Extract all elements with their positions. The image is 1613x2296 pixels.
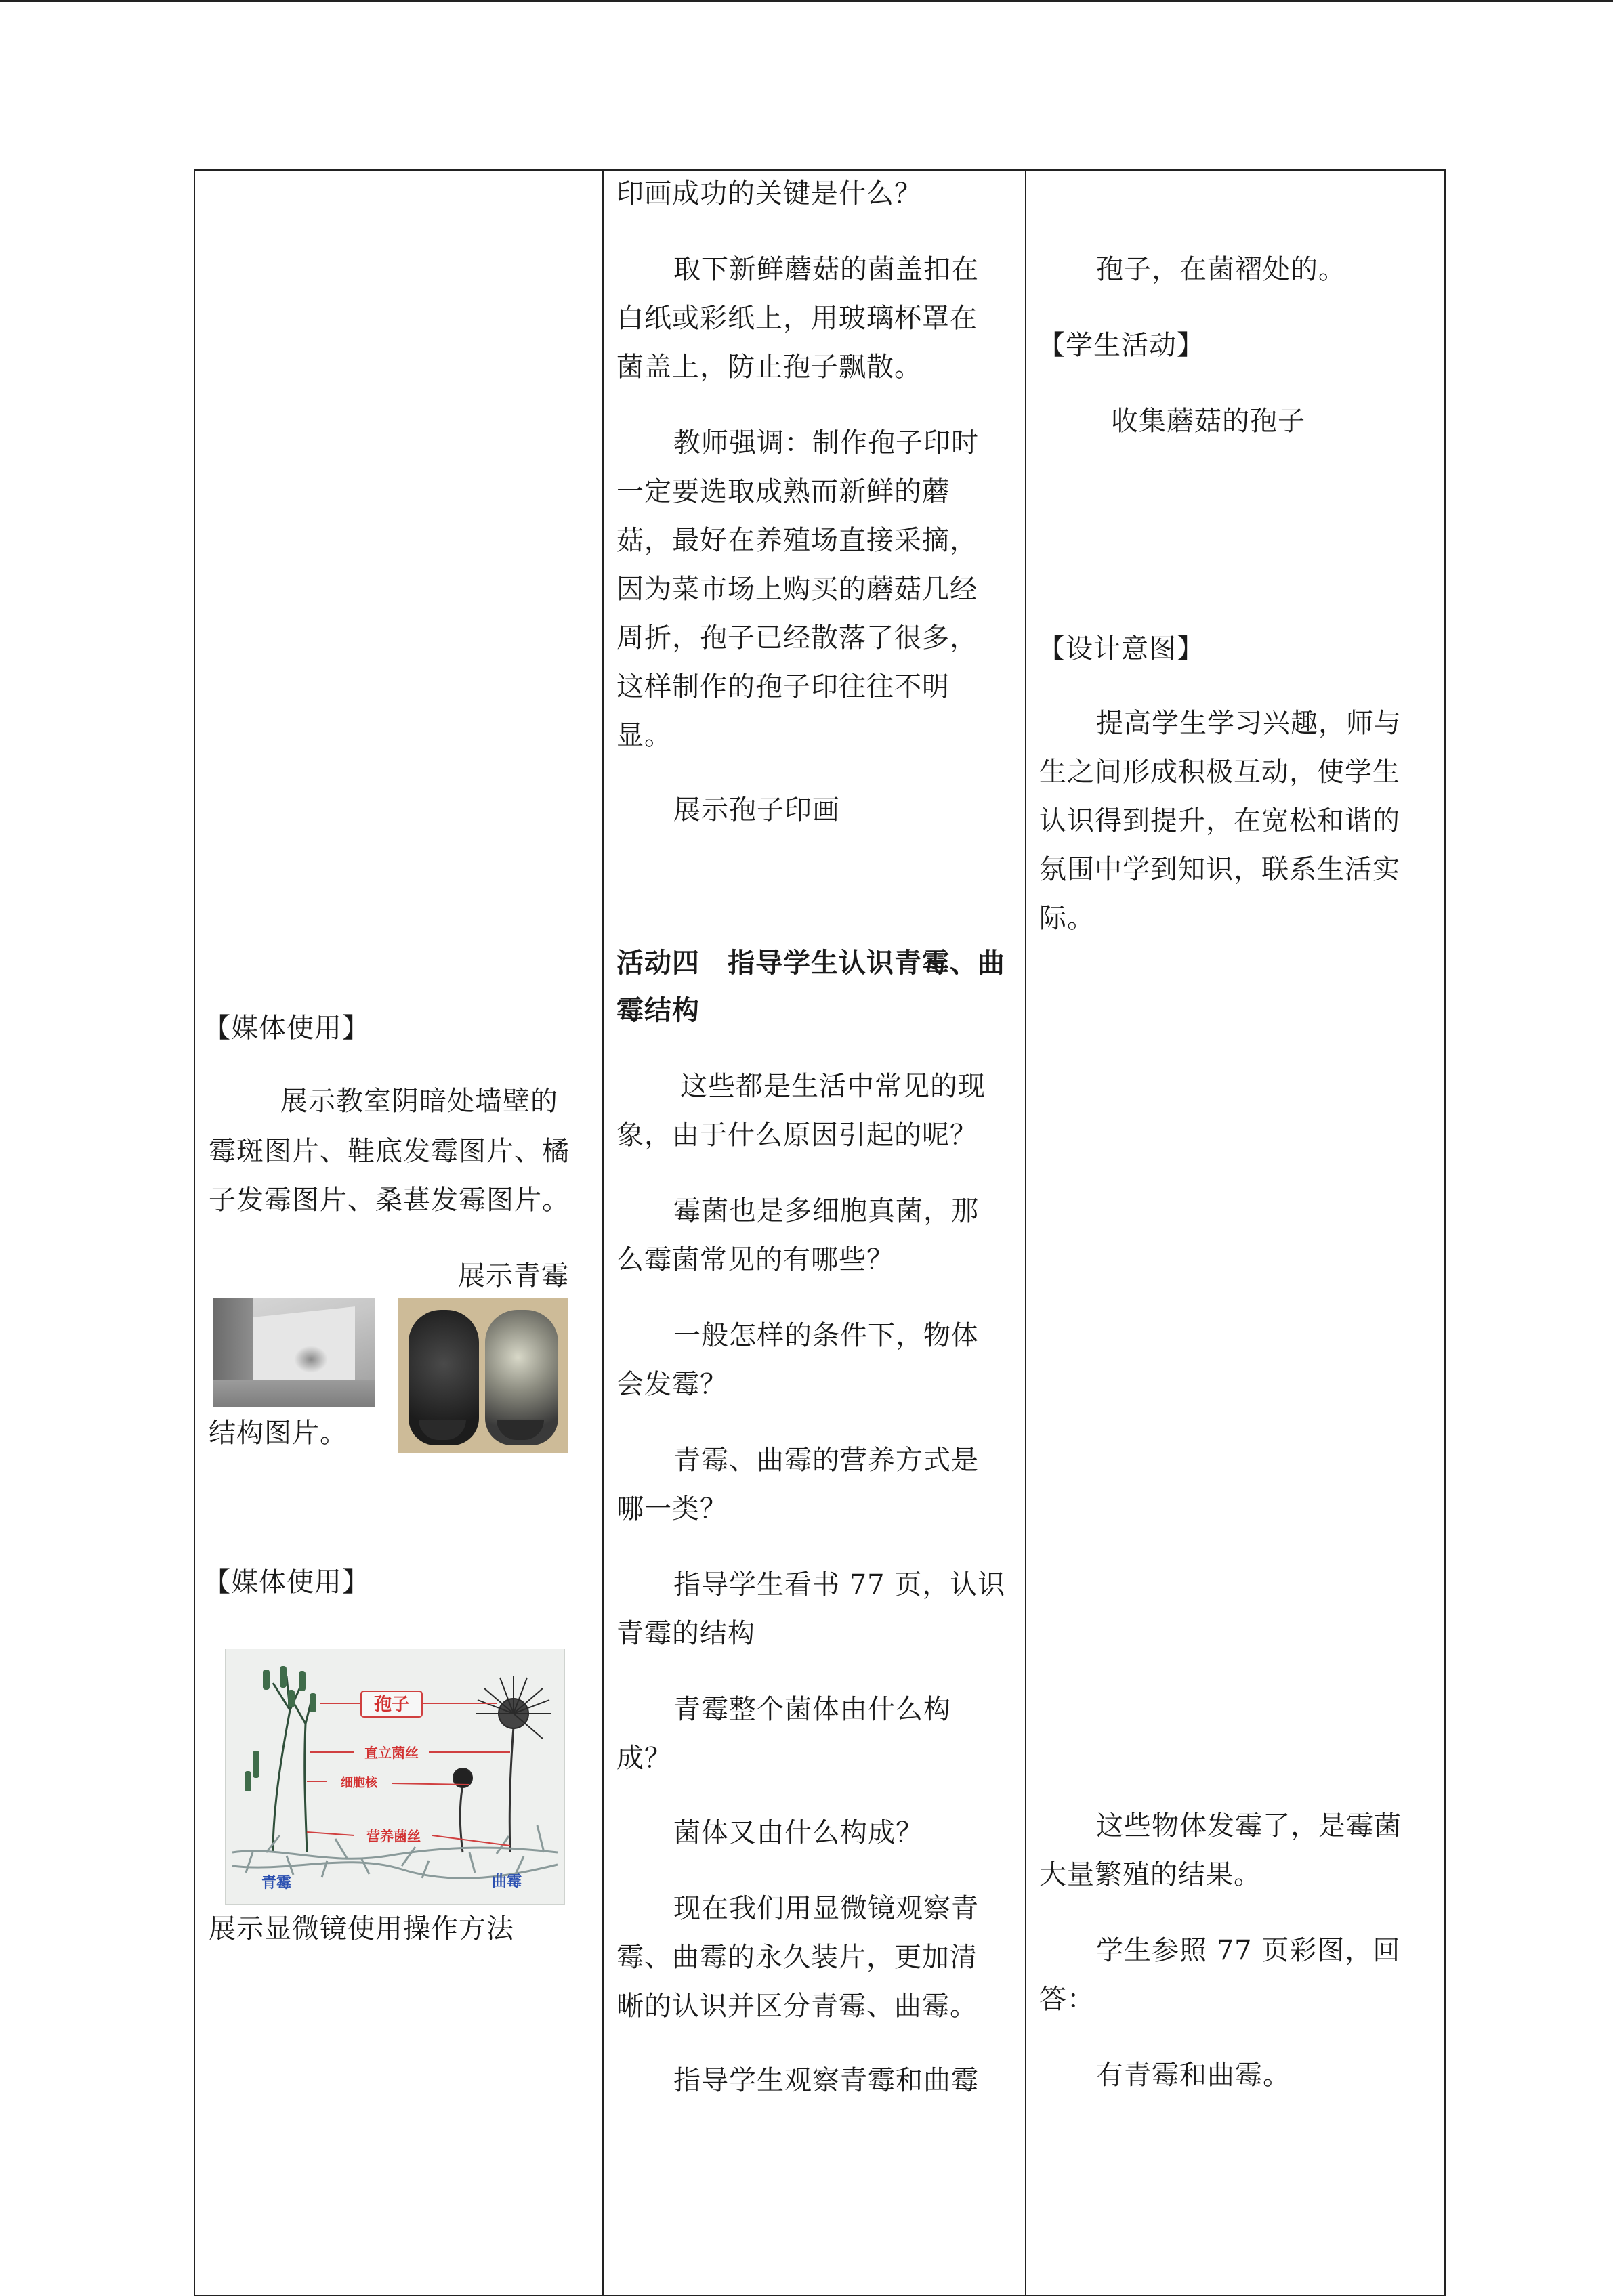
- mold-structure-illustration: [226, 1649, 564, 1904]
- mid-para2-line: 菇，最好在养殖场直接采摘，: [616, 525, 978, 556]
- diagram-label-nucleus: 细胞核: [341, 1776, 377, 1790]
- intent-line: 生之间形成积极互动，使学生: [1039, 757, 1400, 788]
- structure-picture-text: 结构图片。: [209, 1418, 348, 1449]
- mid-q4-line: 哪一类？: [616, 1493, 728, 1525]
- mid-para2-line: 因为菜市场上购买的蘑菇几经: [616, 574, 978, 605]
- mid-q3-line: 一般怎样的条件下，物体: [673, 1320, 979, 1351]
- column-divider-1: [602, 171, 604, 2295]
- diagram-label-qumei: 曲霉: [491, 1873, 522, 1890]
- intent-line: 际。: [1039, 903, 1095, 934]
- activity4-heading: 活动四 指导学生认识青霉、曲: [616, 948, 1005, 979]
- mid-q8-line: 晰的认识并区分青霉、曲霉。: [616, 1991, 978, 2022]
- wall-mold-photo: [213, 1298, 375, 1407]
- show-qingmei-text: 展示青霉: [458, 1260, 569, 1292]
- mid-q9-line: 指导学生观察青霉和曲霉: [673, 2065, 979, 2096]
- mid-q5-line: 指导学生看书 77 页，认识: [673, 1569, 1006, 1600]
- media-text-line: 霉斑图片、鞋底发霉图片、橘: [209, 1136, 570, 1167]
- mid-q6-line: 成？: [616, 1743, 672, 1774]
- mid-q4-line: 青霉、曲霉的营养方式是: [673, 1445, 979, 1476]
- mid-q6-line: 青霉整个菌体由什么构: [673, 1694, 951, 1725]
- column-divider-2: [1025, 171, 1026, 2295]
- student-activity-heading: 【学生活动】: [1038, 330, 1204, 361]
- diagram-label-nutrient-hyphae: 营养菌丝: [366, 1828, 421, 1844]
- mid-para2-line: 教师强调：制作孢子印时: [673, 427, 979, 459]
- shoe-mold-photo: [398, 1298, 568, 1453]
- mid-para2-line: 一定要选取成熟而新鲜的蘑: [616, 476, 950, 507]
- spore-answer: 孢子，在菌褶处的。: [1096, 254, 1346, 285]
- intent-line: 认识得到提升，在宽松和谐的: [1039, 805, 1400, 836]
- media-heading-1: 【媒体使用】: [203, 1013, 370, 1044]
- mid-para2-line: 周折，孢子已经散落了很多，: [616, 622, 978, 654]
- aspergillus-illustration: [460, 1727, 514, 1852]
- mid-q1-line: 象，由于什么原因引起的呢？: [616, 1120, 978, 1151]
- mold-answer-line: 这些物体发霉了，是霉菌: [1096, 1810, 1402, 1842]
- microscope-text: 展示显微镜使用操作方法: [209, 1913, 514, 1944]
- media-text-line: 展示教室阴暗处墙壁的: [280, 1086, 558, 1117]
- refer-line: 学生参照 77 页彩图，回: [1096, 1935, 1401, 1966]
- mid-para1-line: 取下新鲜蘑菇的菌盖扣在: [673, 254, 979, 285]
- mid-q8-line: 现在我们用显微镜观察青: [673, 1893, 979, 1924]
- mid-para1-line: 白纸或彩纸上，用玻璃杯罩在: [616, 303, 978, 334]
- mid-q5-line: 青霉的结构: [616, 1618, 755, 1649]
- intent-line: 提高学生学习兴趣，师与: [1096, 708, 1402, 739]
- aspergillus-head: [453, 1676, 551, 1787]
- collect-spores-text: 收集蘑菇的孢子: [1111, 406, 1305, 437]
- diagram-label-qingmei: 青霉: [261, 1875, 292, 1892]
- mid-q1-line: 这些都是生活中常见的现: [680, 1071, 986, 1102]
- media-text-line: 子发霉图片、桑葚发霉图片。: [209, 1185, 570, 1216]
- media-heading-2: 【媒体使用】: [203, 1567, 370, 1598]
- activity4-heading: 霉结构: [616, 995, 700, 1026]
- mold-answer-line: 大量繁殖的结果。: [1039, 1859, 1261, 1890]
- refer-line: 答：: [1039, 1984, 1095, 2015]
- diagram-label-spore: 孢子: [373, 1695, 410, 1715]
- mid-line-top: 印画成功的关键是什么？: [616, 178, 922, 209]
- page-top-rule: [0, 0, 1613, 2]
- label-leader-lines: [307, 1703, 510, 1846]
- mid-q2-line: 么霉菌常见的有哪些？: [616, 1244, 894, 1275]
- mid-q7-line: 菌体又由什么构成？: [673, 1817, 923, 1848]
- intent-line: 氛围中学到知识，联系生活实: [1039, 854, 1400, 885]
- diagram-label-upright-hyphae: 直立菌丝: [364, 1745, 419, 1761]
- mid-para1-line: 菌盖上，防止孢子飘散。: [616, 352, 922, 383]
- mid-para2-line: 这样制作的孢子印往往不明: [616, 671, 950, 702]
- mid-q3-line: 会发霉？: [616, 1369, 728, 1400]
- mid-q2-line: 霉菌也是多细胞真菌，那: [673, 1195, 979, 1227]
- mid-para2-line: 显。: [616, 720, 672, 751]
- answer-line: 有青霉和曲霉。: [1096, 2060, 1291, 2091]
- show-spore-print: 展示孢子印画: [673, 794, 840, 826]
- mold-structure-diagram: [225, 1649, 565, 1905]
- design-intent-heading: 【设计意图】: [1038, 633, 1204, 664]
- mid-q8-line: 霉、曲霉的永久装片，更加清: [616, 1942, 978, 1973]
